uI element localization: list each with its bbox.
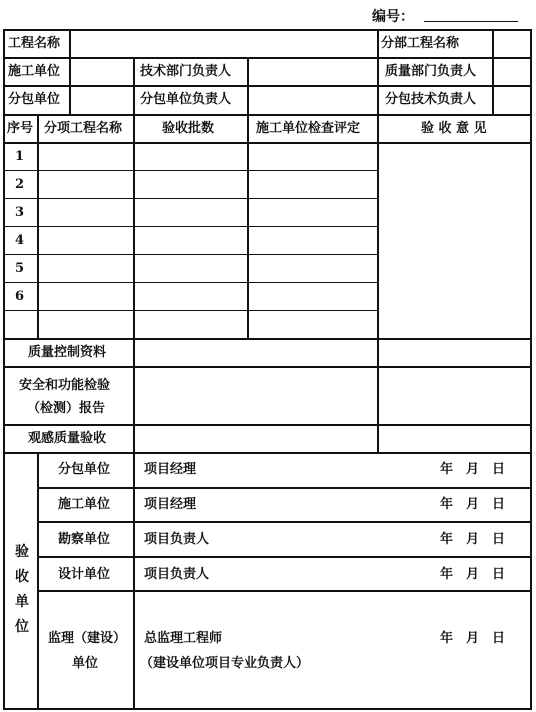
appearance-opinion[interactable]	[379, 426, 530, 452]
opinion-cell[interactable]	[379, 144, 530, 338]
quality-docs-label: 质量控制资料	[28, 345, 107, 360]
acceptance-unit-date: 年 月 日	[440, 532, 506, 547]
col-seq-header: 序号	[7, 121, 34, 136]
appearance-label: 观感质量验收	[28, 431, 107, 446]
appearance-field[interactable]	[135, 426, 377, 452]
acceptance-units-label: 验收单位	[15, 544, 29, 635]
acceptance-unit-role: 项目经理	[144, 497, 197, 512]
col-opinion-header: 验 收 意 见	[421, 121, 487, 136]
safety-report-field[interactable]	[135, 368, 377, 424]
col-self-check-header: 施工单位检查评定	[256, 121, 361, 136]
acceptance-unit-date: 年 月 日	[440, 567, 506, 582]
form-number-label: 编号：	[372, 9, 414, 25]
safety-report-opinion[interactable]	[379, 368, 530, 424]
project-name-field[interactable]	[71, 31, 377, 57]
subcontract-tech-head-field[interactable]	[494, 87, 530, 114]
tech-dept-head-label: 技术部门负责人	[140, 64, 232, 79]
quality-dept-head-label: 质量部门负责人	[385, 64, 477, 79]
supervision-date: 年 月 日	[440, 631, 506, 646]
supervision-role: 总监理工程师	[144, 631, 223, 646]
supervision-unit-label-2: 单位	[72, 656, 99, 671]
quality-docs-opinion[interactable]	[379, 340, 530, 366]
subcontract-unit-field[interactable]	[71, 87, 133, 114]
row-number: 3	[15, 205, 25, 220]
construction-unit-label: 施工单位	[8, 64, 61, 79]
self-check-cell[interactable]	[249, 144, 377, 170]
safety-report-label-2: （检测）报告	[27, 401, 106, 416]
row-number: 5	[15, 261, 25, 276]
acceptance-unit-role: 项目负责人	[144, 532, 210, 547]
sub-item-cell[interactable]	[39, 144, 133, 170]
supervision-unit-label: 监理（建设）	[48, 631, 127, 646]
acceptance-unit-role: 项目经理	[144, 462, 197, 477]
batches-cell[interactable]	[135, 144, 247, 170]
row-number: 1	[15, 149, 25, 164]
row-number: 6	[15, 289, 25, 304]
row-number: 4	[15, 233, 25, 248]
acceptance-unit-name: 设计单位	[58, 567, 111, 582]
quality-docs-field[interactable]	[135, 340, 377, 366]
quality-dept-head-field[interactable]	[494, 59, 530, 85]
tech-dept-head-field[interactable]	[249, 59, 377, 85]
safety-report-label: 安全和功能检验	[19, 378, 111, 393]
subcontract-tech-head-label: 分包技术负责人	[385, 92, 477, 107]
supervision-role-2: （建设单位项目专业负责人）	[140, 656, 310, 671]
project-name-label: 工程名称	[8, 36, 61, 51]
acceptance-unit-date: 年 月 日	[440, 497, 506, 512]
col-sub-item-header: 分项工程名称	[44, 121, 123, 136]
row-number: 2	[15, 177, 25, 192]
acceptance-unit-role: 项目负责人	[144, 567, 210, 582]
sub-division-name-field[interactable]	[494, 31, 530, 57]
sub-division-name-label: 分部工程名称	[381, 36, 460, 51]
subcontract-unit-head-field[interactable]	[249, 87, 377, 114]
acceptance-unit-name: 勘察单位	[58, 532, 111, 547]
acceptance-unit-name: 分包单位	[58, 462, 111, 477]
col-batches-header: 验收批数	[162, 121, 215, 136]
subcontract-unit-head-label: 分包单位负责人	[140, 92, 232, 107]
acceptance-unit-date: 年 月 日	[440, 462, 506, 477]
acceptance-unit-name: 施工单位	[58, 497, 111, 512]
subcontract-unit-label: 分包单位	[8, 92, 61, 107]
construction-unit-field[interactable]	[71, 59, 133, 85]
